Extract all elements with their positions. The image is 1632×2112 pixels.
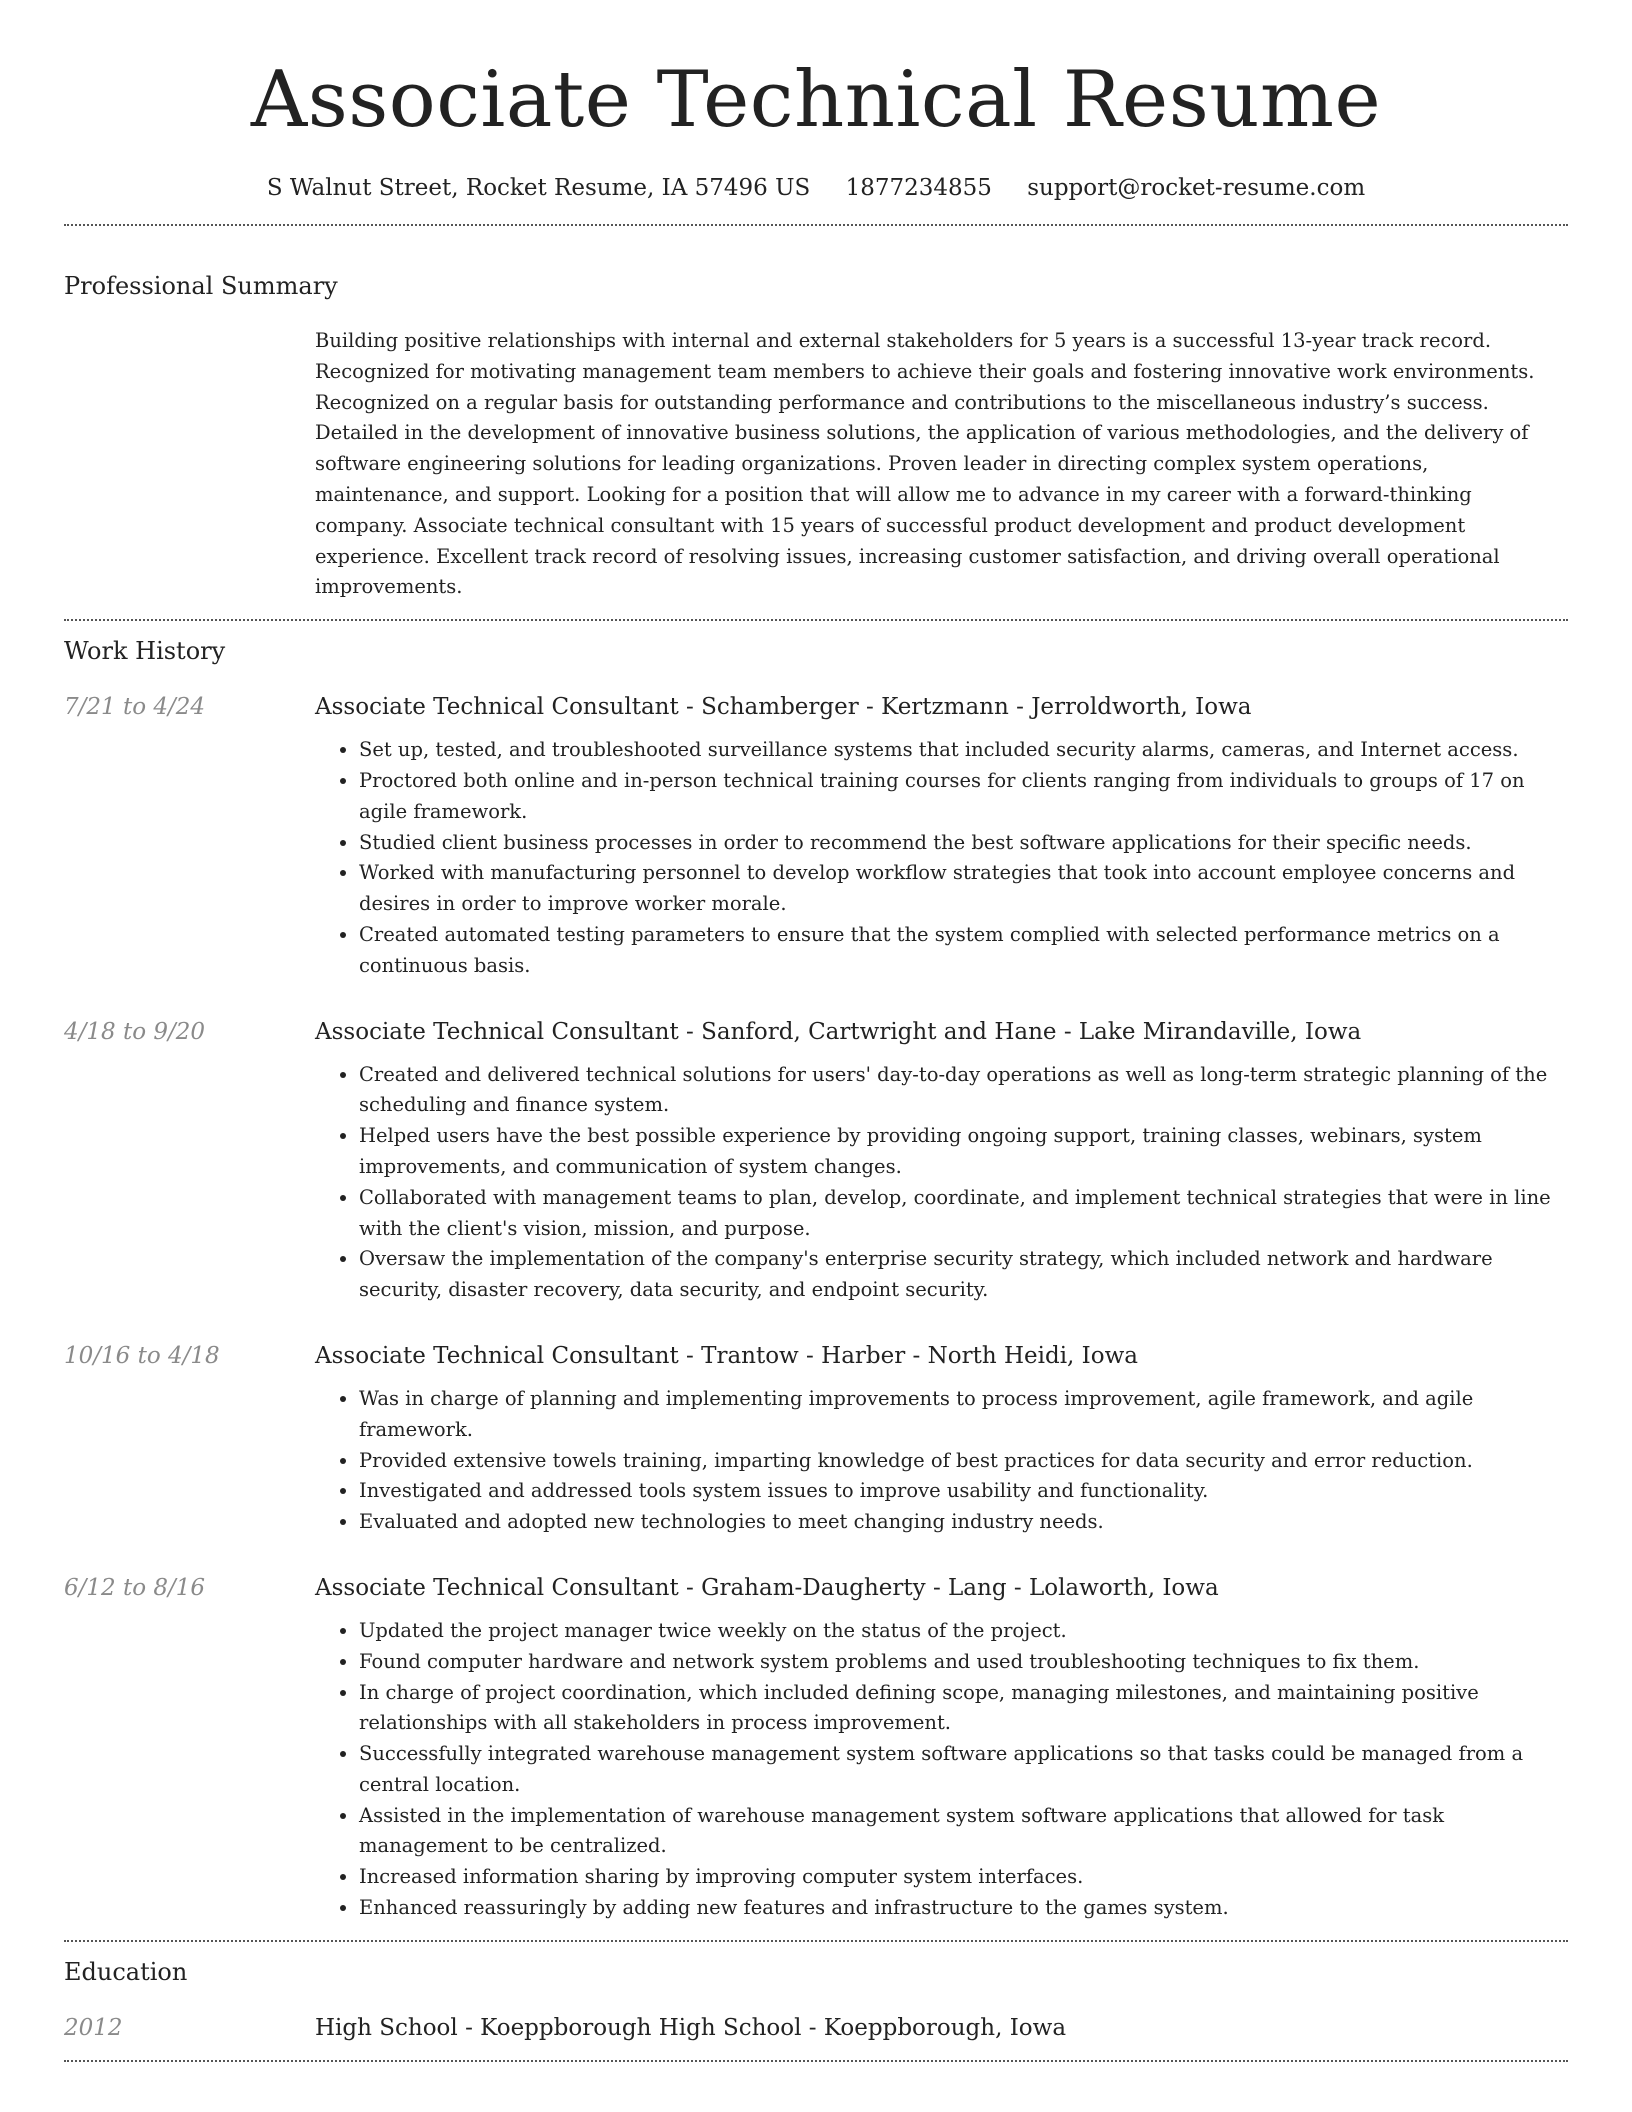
job-bullet: • In charge of project coordination, which included defining scope, managing milestones, and maintaining positive relationships with all stakeholders in process improvement. <box>359 1678 1568 1740</box>
job-bullet: • Investigated and addressed tools system issues to improve usability and functionality. <box>359 1476 1568 1507</box>
job-title: Associate Technical Consultant - Graham-Daugherty - Lang - Lolaworth, Iowa <box>315 1574 1219 1601</box>
job-bullet: • Enhanced reassuringly by adding new features and infrastructure to the games system. <box>359 1893 1568 1924</box>
job-bullet: • Created automated testing parameters to ensure that the system complied with selected performance metrics on a continuous basis. <box>359 920 1568 982</box>
education-divider <box>64 2060 1568 2062</box>
contact-info <box>64 172 1568 204</box>
job-bullet: • Evaluated and adopted new technologies to meet changing industry needs. <box>359 1507 1568 1538</box>
job-bullet: • Worked with manufacturing personnel to develop workflow strategies that took into account employee concerns and desires in order to improve worker morale. <box>359 858 1568 920</box>
education-section <box>64 1942 1568 2060</box>
education-text: High School - Koeppborough High School - Koeppborough, Iowa <box>315 2014 1067 2041</box>
job-bullet: • Set up, tested, and troubleshooted surveillance systems that included security alarms, cameras, and Internet access. <box>359 735 1568 766</box>
job-bullet: • Collaborated with management teams to plan, develop, coordinate, and implement technical strategies that were in line with the client's vision, mission, and purpose. <box>359 1183 1568 1245</box>
job-body <box>315 1572 1568 1924</box>
job-date: 7/21 to 4/24 <box>64 694 206 721</box>
work-history-section <box>64 621 1568 1940</box>
education-entry <box>64 2012 1568 2060</box>
job-date: 4/18 to 9/20 <box>64 1018 206 1045</box>
job-body <box>315 1340 1568 1538</box>
job-bullet: • Found computer hardware and network system problems and used troubleshooting techniques to fix them. <box>359 1647 1568 1678</box>
contact-email[interactable]: support@rocket-resume.com <box>1027 175 1366 201</box>
job-date: 6/12 to 8/16 <box>64 1574 206 1601</box>
job-body <box>315 691 1568 981</box>
job-bullet: • Increased information sharing by improving computer system interfaces. <box>359 1862 1568 1893</box>
job-entry <box>64 1572 1568 1940</box>
job-bullet: • Was in charge of planning and implementing improvements to process improvement, agile framework, and agile framework. <box>359 1384 1568 1446</box>
job-bullets <box>315 1616 1568 1924</box>
contact-address: S Walnut Street, Rocket Resume, IA 57496 US <box>266 175 811 201</box>
job-bullet: • Oversaw the implementation of the company's enterprise security strategy, which included network and hardware security, disaster recovery, data security, and endpoint security. <box>359 1244 1568 1306</box>
work-history-heading: Work History <box>64 637 226 666</box>
resume-title: Associate Technical Resume <box>250 55 1382 145</box>
job-body <box>315 1016 1568 1306</box>
summary-section <box>64 226 1568 619</box>
contact-phone[interactable]: 1877234855 <box>845 175 992 201</box>
job-title: Associate Technical Consultant - Sanford, Cartwright and Hane - Lake Mirandaville, Iowa <box>315 1018 1362 1045</box>
job-bullets <box>315 1384 1568 1538</box>
summary-heading: Professional Summary <box>64 272 338 300</box>
job-date: 10/16 to 4/18 <box>64 1342 220 1369</box>
job-bullet: • Assisted in the implementation of warehouse management system software applications that allowed for task management to be centralized. <box>359 1801 1568 1863</box>
job-bullet: • Studied client business processes in order to recommend the best software applications for their specific needs. <box>359 828 1568 859</box>
job-entry <box>64 691 1568 981</box>
job-bullets <box>315 1060 1568 1306</box>
job-bullet: • Provided extensive towels training, imparting knowledge of best practices for data security and error reduction. <box>359 1446 1568 1477</box>
job-bullet: • Updated the project manager twice weekly on the status of the project. <box>359 1616 1568 1647</box>
job-entry <box>64 1340 1568 1538</box>
job-bullet: • Proctored both online and in-person technical training courses for clients ranging from individuals to groups of 17 on agile framework. <box>359 766 1568 828</box>
job-bullet: • Helped users have the best possible experience by providing ongoing support, training classes, webinars, system improvements, and communication of system changes. <box>359 1121 1568 1183</box>
job-entry <box>64 1016 1568 1306</box>
education-date: 2012 <box>64 2014 123 2041</box>
job-title: Associate Technical Consultant - Trantow - Harber - North Heidi, Iowa <box>315 1342 1139 1369</box>
education-heading: Education <box>64 1957 188 1986</box>
job-bullet: • Created and delivered technical solutions for users' day-to-day operations as well as long-term strategic planning of the scheduling and finance system. <box>359 1060 1568 1122</box>
job-bullet: • Successfully integrated warehouse management system software applications so that tasks could be managed from a central location. <box>359 1739 1568 1801</box>
summary-text: Building positive relationships with internal and external stakeholders for 5 years is a successful 13-year track record. Recognized for motivating management team members to achieve their goals and fostering innovative work environments. Recognized on a regular basis for outstanding performance and contributions to the miscellaneous industry’s success. Detailed in the development of innovative business solutions, the application of various methodologies, and the delivery of software engineering solutions for leading organizations. Proven leader in directing complex system operations, maintenance, and support. Looking for a position that will allow me to advance in my career with a forward-thinking company. Associate technical consultant with 15 years of successful product development and product development experience. Excellent track record of resolving issues, increasing customer satisfaction, and driving overall operational improvements. <box>315 329 1535 599</box>
job-bullets <box>315 735 1568 981</box>
job-title: Associate Technical Consultant - Schamberger - Kertzmann - Jerroldworth, Iowa <box>315 694 1252 721</box>
